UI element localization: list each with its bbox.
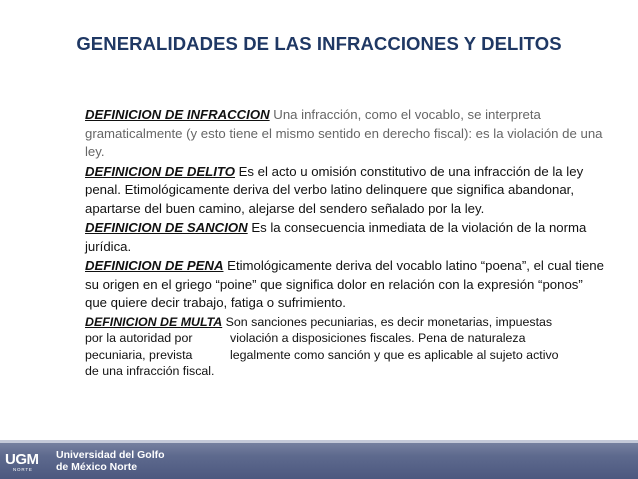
definition-text: pecuniaria, prevista: [85, 347, 193, 362]
definitions-block: [85, 106, 605, 380]
definition-text: legalmente como sanción y que es aplicable al sujeto activo: [230, 347, 559, 362]
page-title: GENERALIDADES DE LAS INFRACCIONES Y DELITOS: [76, 33, 562, 54]
university-name-line1: Universidad del Golfo: [56, 449, 165, 461]
definition-term: DEFINICION DE INFRACCION: [85, 107, 270, 122]
definition-term: DEFINICION DE MULTA: [85, 314, 223, 329]
logo-text: UGM: [5, 451, 39, 468]
definition-pena: [85, 257, 605, 313]
logo-subtext: NORTE: [13, 467, 33, 472]
definition-sancion: [85, 219, 605, 256]
definition-text: Es el acto u omisión constitutivo de una infracción de la ley penal. Etimológicamente deriva del verbo latino delinquere que significa abandonar, apartarse del buen camino, alejarse del sendero señalado por la ley.: [85, 163, 584, 216]
definition-text: de una infracción fiscal.: [85, 364, 215, 378]
definition-term: DEFINICION DE PENA: [85, 258, 224, 273]
definition-text: por la autoridad por: [85, 331, 193, 345]
definition-term: DEFINICION DE SANCION: [85, 220, 248, 235]
definition-delito: [85, 163, 605, 219]
university-name: [56, 449, 165, 473]
definition-term: DEFINICION DE DELITO: [85, 163, 235, 179]
definition-multa: [85, 314, 605, 380]
definition-text: Son sanciones pecuniarias, es decir monetarias, impuestas: [222, 314, 553, 329]
definition-text: Es la consecuencia inmediata de la violación de la norma jurídica.: [85, 220, 587, 254]
definition-text: violación a disposiciones fiscales. Pena de naturaleza: [230, 331, 526, 345]
definition-text: Una infracción, como el vocablo, se interpreta gramaticalmente (y esto tiene el mismo sentido en derecho fiscal): es la violación de una ley.: [85, 107, 603, 159]
definition-text: Etimológicamente deriva del vocablo latino “poena”, el cual tiene su origen en el griego “poine” que significa dolor en relación con la expresión “ponos” que quiere decir trabajo, fatiga o sufrimiento.: [85, 258, 604, 310]
university-name-line2: de México Norte: [56, 461, 138, 473]
definition-infraccion: [85, 106, 605, 162]
university-logo: [4, 449, 48, 473]
